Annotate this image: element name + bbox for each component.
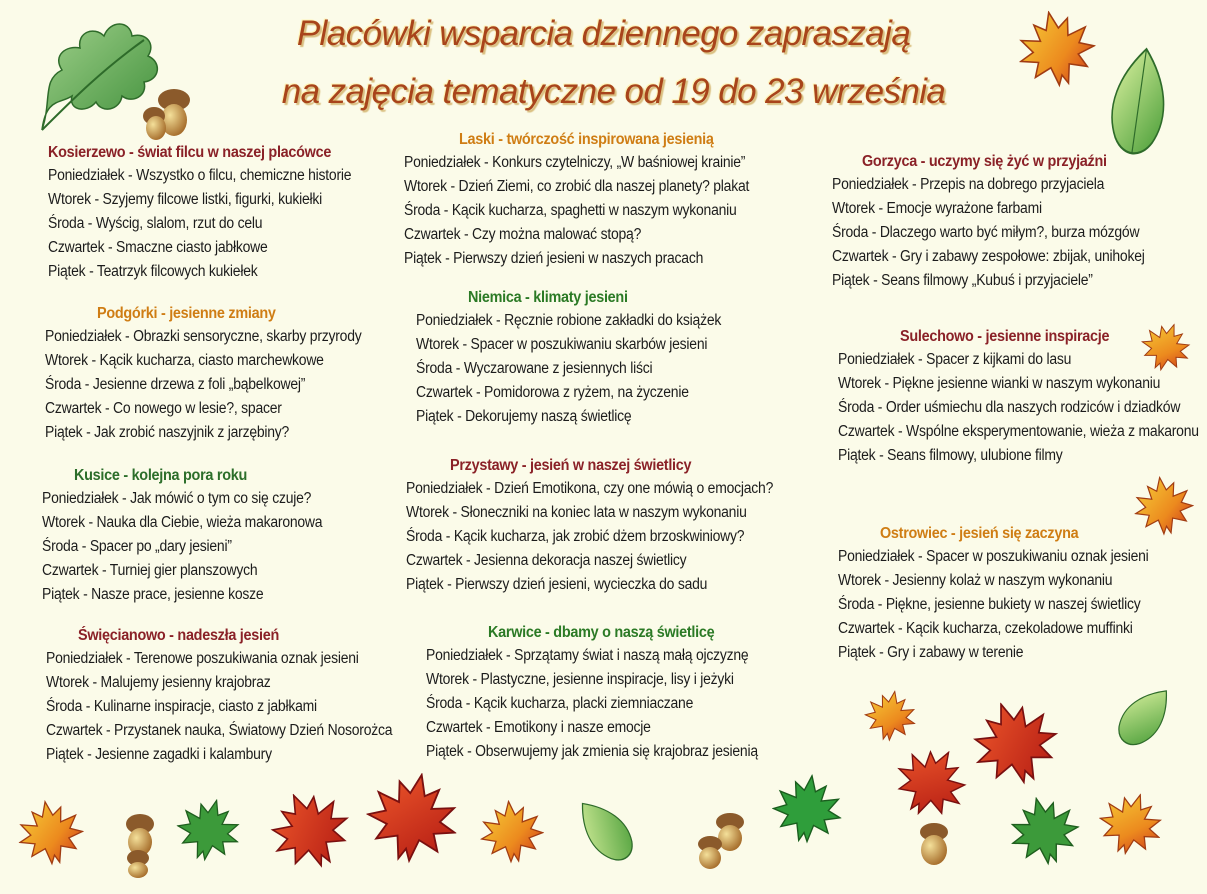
schedule-item: Środa - Dlaczego warto być miłym?, burza mózgów [832, 224, 1140, 241]
schedule-item: Piątek - Dekorujemy naszą świetlicę [416, 408, 632, 425]
schedule-heading: Laski - twórczość inspirowana jesienią [459, 131, 714, 148]
schedule-item: Środa - Kącik kucharza, spaghetti w naszym wykonaniu [404, 202, 737, 219]
schedule-item: Poniedziałek - Terenowe poszukiwania oznak jesieni [46, 650, 359, 667]
acorn-icon [110, 806, 172, 883]
schedule-item: Środa - Piękne, jesienne bukiety w naszej świetlicy [838, 596, 1141, 613]
schedule-item: Wtorek - Malujemy jesienny krajobraz [46, 674, 271, 691]
schedule-item: Piątek - Jak zrobić naszyjnik z jarzębiny? [45, 424, 290, 441]
schedule-item: Czwartek - Kącik kucharza, czekoladowe muffinki [838, 620, 1133, 637]
schedule-item: Poniedziałek - Spacer z kijkami do lasu [838, 351, 1072, 368]
schedule-item: Poniedziałek - Obrazki sensoryczne, skarby przyrody [45, 328, 362, 345]
schedule-heading: Święcianowo - nadeszła jesień [78, 627, 280, 644]
schedule-item: Wtorek - Jesienny kolaż w naszym wykonaniu [838, 572, 1113, 589]
schedule-heading: Ostrowiec - jesień się zaczyna [880, 525, 1079, 542]
schedule-item: Poniedziałek - Spacer w poszukiwaniu oznak jesieni [838, 548, 1149, 565]
maple-leaf-icon [168, 791, 248, 874]
schedule-heading: Kusice - kolejna pora roku [74, 467, 247, 484]
schedule-item: Czwartek - Przystanek nauka, Światowy Dzień Nosorożca [46, 722, 393, 739]
maple-leaf-icon [1089, 784, 1171, 869]
schedule-item: Czwartek - Jesienna dekoracja naszej świetlicy [406, 552, 687, 569]
schedule-heading: Przystawy - jesień w naszej świetlicy [450, 457, 692, 474]
maple-leaf-icon [357, 763, 467, 877]
schedule-item: Czwartek - Smaczne ciasto jabłkowe [48, 239, 268, 256]
birch-leaf-icon [559, 783, 653, 880]
schedule-item: Poniedziałek - Sprzątamy świat i naszą małą ojczyznę [426, 647, 749, 664]
schedule-item: Poniedziałek - Konkurs czytelniczy, „W baśniowej krainie” [404, 154, 746, 171]
schedule-item: Środa - Wyczarowane z jesiennych liści [416, 360, 653, 377]
schedule-item: Piątek - Gry i zabawy w terenie [838, 644, 1024, 661]
acorn-icon [908, 818, 964, 881]
schedule-item: Środa - Order uśmiechu dla naszych rodziców i dziadków [838, 399, 1181, 416]
schedule-swiecianowo [46, 627, 431, 767]
schedule-item: Wtorek - Nauka dla Ciebie, wieża makaronowa [42, 514, 323, 531]
schedule-item: Poniedziałek - Przepis na dobrego przyjaciela [832, 176, 1105, 193]
maple-leaf-icon [477, 797, 548, 872]
schedule-heading: Kosierzewo - świat filcu w naszej placówce [48, 144, 332, 161]
schedule-item: Czwartek - Czy można malować stopą? [404, 226, 642, 243]
schedule-ostrowiec [838, 525, 1183, 665]
birch-leaf-icon [1098, 671, 1189, 764]
schedule-laski [404, 131, 788, 271]
schedule-item: Piątek - Teatrzyk filcowych kukiełek [48, 263, 258, 280]
schedule-item: Środa - Wyścig, slalom, rzut do celu [48, 215, 263, 232]
schedule-gorzyca [832, 153, 1179, 293]
schedule-item: Piątek - Nasze prace, jesienne kosze [42, 586, 264, 603]
schedule-item: Poniedziałek - Jak mówić o tym co się czuje? [42, 490, 312, 507]
schedule-item: Środa - Kącik kucharza, placki ziemniaczane [426, 695, 694, 712]
maple-leaf-icon [12, 793, 90, 878]
schedule-item: Czwartek - Co nowego w lesie?, spacer [45, 400, 282, 417]
schedule-item: Wtorek - Emocje wyrażone farbami [832, 200, 1042, 217]
schedule-item: Piątek - Seans filmowy, ulubione filmy [838, 447, 1063, 464]
schedule-item: Wtorek - Szyjemy filcowe listki, figurki, kukiełki [48, 191, 323, 208]
schedule-item: Poniedziałek - Dzień Emotikona, czy one mówią o emocjach? [406, 480, 774, 497]
schedule-item: Piątek - Pierwszy dzień jesieni w naszych pracach [404, 250, 704, 267]
schedule-item: Środa - Kącik kucharza, jak zrobić dżem brzoskwiniowy? [406, 528, 745, 545]
schedule-item: Piątek - Seans filmowy „Kubuś i przyjaciele” [832, 272, 1093, 289]
schedule-item: Czwartek - Pomidorowa z ryżem, na życzenie [416, 384, 689, 401]
schedule-item: Czwartek - Gry i zabawy zespołowe: zbijak, unihokej [832, 248, 1145, 265]
schedule-heading: Sulechowo - jesienne inspiracje [900, 328, 1110, 345]
schedule-item: Wtorek - Spacer w poszukiwaniu skarbów jesieni [416, 336, 708, 353]
schedule-item: Czwartek - Emotikony i nasze emocje [426, 719, 651, 736]
schedule-item: Piątek - Jesienne zagadki i kalambury [46, 746, 272, 763]
schedule-przystawy [406, 457, 814, 597]
schedule-kusice [42, 467, 353, 607]
schedule-sulechowo [838, 328, 1207, 468]
schedule-item: Piątek - Obserwujemy jak zmienia się krajobraz jesienią [426, 743, 758, 760]
schedule-item: Poniedziałek - Wszystko o filcu, chemiczne historie [48, 167, 352, 184]
schedule-niemica [416, 289, 755, 429]
schedule-item: Czwartek - Turniej gier planszowych [42, 562, 258, 579]
schedule-item: Wtorek - Piękne jesienne wianki w naszym wykonaniu [838, 375, 1161, 392]
schedule-kosierzewo [48, 144, 385, 284]
schedule-item: Wtorek - Słoneczniki na koniec lata w naszym wykonaniu [406, 504, 747, 521]
schedule-karwice [426, 624, 795, 764]
acorn-icon [690, 806, 754, 877]
schedule-item: Piątek - Pierwszy dzień jesieni, wycieczka do sadu [406, 576, 708, 593]
schedule-heading: Podgórki - jesienne zmiany [97, 305, 276, 322]
schedule-item: Poniedziałek - Ręcznie robione zakładki do książek [416, 312, 722, 329]
schedule-item: Wtorek - Kącik kucharza, ciasto marchewkowe [45, 352, 324, 369]
schedule-heading: Niemica - klimaty jesieni [468, 289, 628, 306]
page-title: Placówki wsparcia dziennego zapraszają [296, 14, 911, 53]
schedule-item: Wtorek - Plastyczne, jesienne inspiracje, lisy i jeżyki [426, 671, 734, 688]
page-subtitle: na zajęcia tematyczne od 19 do 23 września [281, 72, 946, 111]
schedule-heading: Gorzyca - uczymy się żyć w przyjaźni [862, 153, 1107, 170]
schedule-podgorki [45, 305, 397, 445]
maple-leaf-icon [767, 769, 847, 853]
schedule-item: Wtorek - Dzień Ziemi, co zrobić dla naszej planety? plakat [404, 178, 750, 195]
schedule-item: Czwartek - Wspólne eksperymentowanie, wieża z makaronu [838, 423, 1199, 440]
schedule-item: Środa - Kulinarne inspiracje, ciasto z jabłkami [46, 698, 317, 715]
schedule-heading: Karwice - dbamy o naszą świetlicę [488, 624, 715, 641]
schedule-item: Środa - Jesienne drzewa z foli „bąbelkowej” [45, 376, 306, 393]
maple-leaf-icon [1002, 789, 1088, 879]
maple-leaf-icon [243, 771, 379, 894]
schedule-item: Środa - Spacer po „dary jesieni” [42, 538, 232, 555]
